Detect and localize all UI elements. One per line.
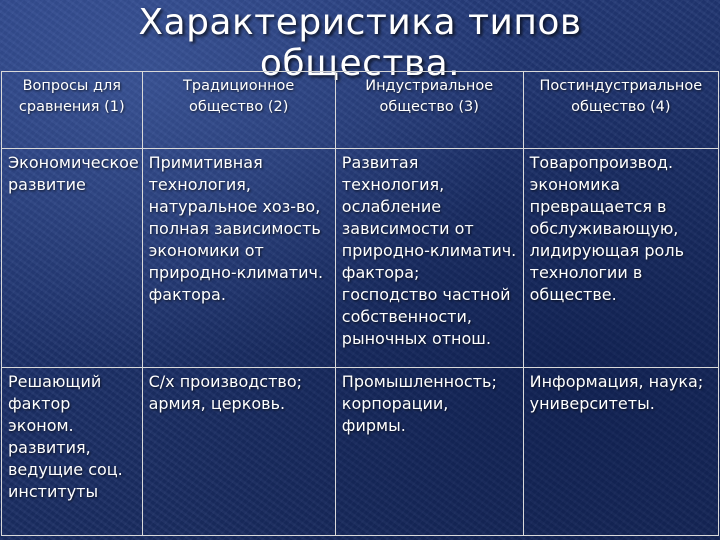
- cell-traditional: Примитивная технология, натуральное хоз-во, полная зависимость экономики от природно-климатич. фактора.: [142, 149, 335, 368]
- header-questions: Вопросы для сравнения (1): [2, 72, 143, 149]
- slide-title-line-2: общества.: [259, 43, 461, 84]
- slide-title-line-1: Характеристика типов: [138, 2, 582, 43]
- table-row-decisive-factor: [2, 368, 719, 536]
- header-industrial-society: Индустриальное общество (3): [335, 72, 523, 149]
- cell-industrial: Промышленность; корпорации, фирмы.: [335, 368, 523, 536]
- table-header-row: [2, 72, 719, 149]
- comparison-table: [1, 71, 719, 536]
- cell-postindustrial: Информация, наука; университеты.: [523, 368, 718, 536]
- cell-traditional: С/х производство; армия, церковь.: [142, 368, 335, 536]
- cell-question: Решающий фактор эконом. развития, ведущие соц. институты: [2, 368, 143, 536]
- cell-postindustrial: Товаропроизвод. экономика превращается в обслуживающую, лидирующая роль технологии в обществе.: [523, 149, 718, 368]
- header-postindustrial-society: Постиндустриальное общество (4): [523, 72, 718, 149]
- cell-industrial: Развитая технология, ослабление зависимости от природно-климатич. фактора; господство частной собственности, рыночных отнош.: [335, 149, 523, 368]
- header-traditional-society: Традиционное общество (2): [142, 72, 335, 149]
- cell-question: Экономическое развитие: [2, 149, 143, 368]
- table-row-economic-development: [2, 149, 719, 368]
